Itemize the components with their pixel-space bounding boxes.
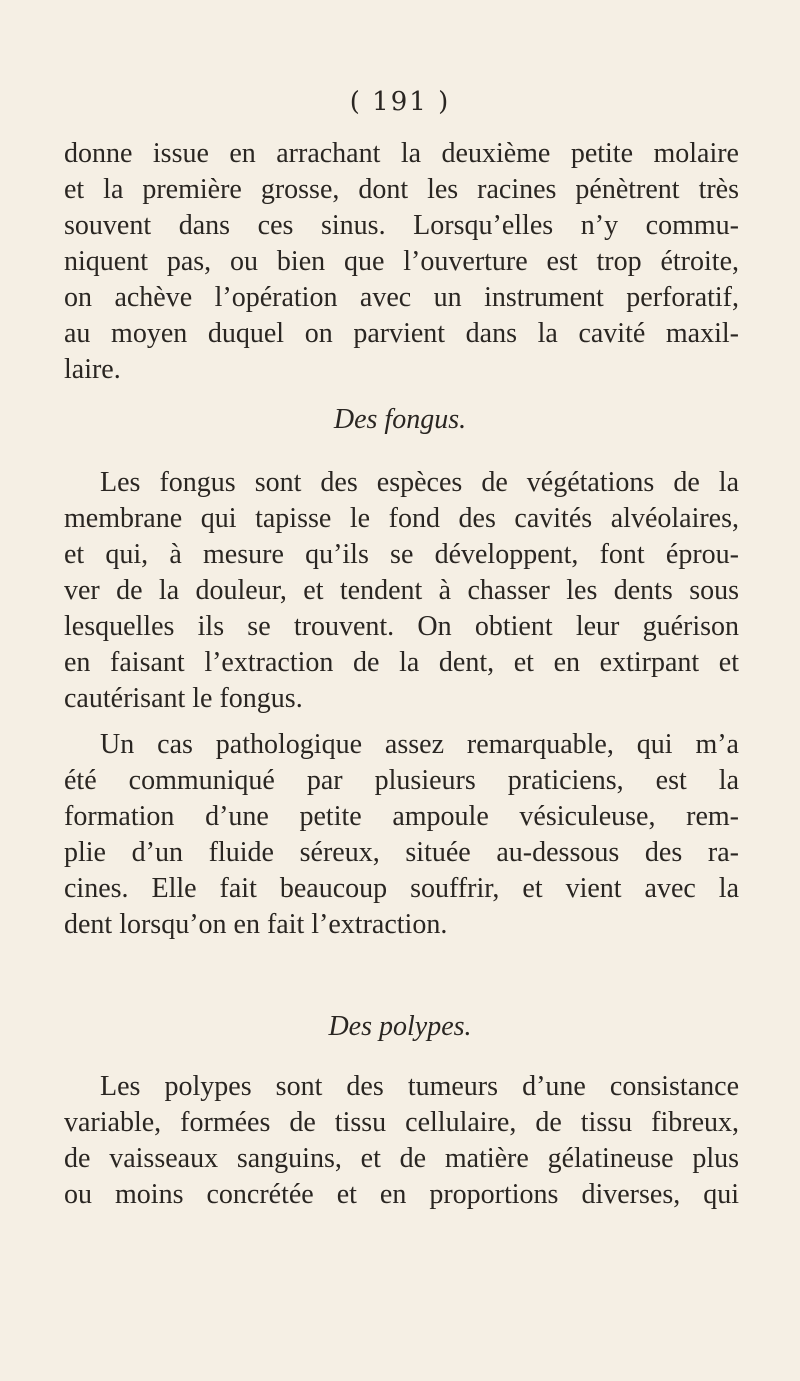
text-line: ou moins concrétée et en proportions diverses, qui xyxy=(64,1179,739,1210)
section-heading-polypes: Des polypes. xyxy=(328,1011,472,1042)
text-line: et la première grosse, dont les racines pénètrent très xyxy=(64,174,739,205)
text-line: laire. xyxy=(64,354,121,385)
text-line: souvent dans ces sinus. Lorsqu’elles n’y commu- xyxy=(64,210,739,241)
text-line: formation d’une petite ampoule vésiculeuse, rem- xyxy=(64,801,739,832)
text-line: de vaisseaux sanguins, et de matière gélatineuse plus xyxy=(64,1143,739,1174)
text-line: au moyen duquel on parvient dans la cavité maxil- xyxy=(64,318,739,349)
text-line: plie d’un fluide séreux, située au-dessous des ra- xyxy=(64,837,739,868)
text-line: variable, formées de tissu cellulaire, de tissu fibreux, xyxy=(64,1107,739,1138)
text-line: dent lorsqu’on en fait l’extraction. xyxy=(64,909,448,940)
text-line: cautérisant le fongus. xyxy=(64,683,303,714)
text-line: et qui, à mesure qu’ils se développent, font éprou- xyxy=(64,539,739,570)
section-heading-fongus: Des fongus. xyxy=(333,404,467,435)
text-line: on achève l’opération avec un instrument perforatif, xyxy=(64,282,739,313)
text-line: cines. Elle fait beaucoup souffrir, et vient avec la xyxy=(64,873,739,904)
text-line: été communiqué par plusieurs praticiens, est la xyxy=(64,765,739,796)
text-line: niquent pas, ou bien que l’ouverture est trop étroite, xyxy=(64,246,739,277)
page-number: ( 191 ) xyxy=(349,87,451,117)
text-line: en faisant l’extraction de la dent, et en extirpant et xyxy=(64,647,739,678)
text-line: ver de la douleur, et tendent à chasser les dents sous xyxy=(64,575,739,606)
text-line: Les polypes sont des tumeurs d’une consistance xyxy=(100,1071,739,1102)
text-line: Les fongus sont des espèces de végétations de la xyxy=(100,467,739,498)
text-line: donne issue en arrachant la deuxième petite molaire xyxy=(64,138,739,169)
text-line: membrane qui tapisse le fond des cavités alvéolaires, xyxy=(64,503,739,534)
text-line: lesquelles ils se trouvent. On obtient leur guérison xyxy=(64,611,739,642)
text-line: Un cas pathologique assez remarquable, qui m’a xyxy=(100,729,739,760)
